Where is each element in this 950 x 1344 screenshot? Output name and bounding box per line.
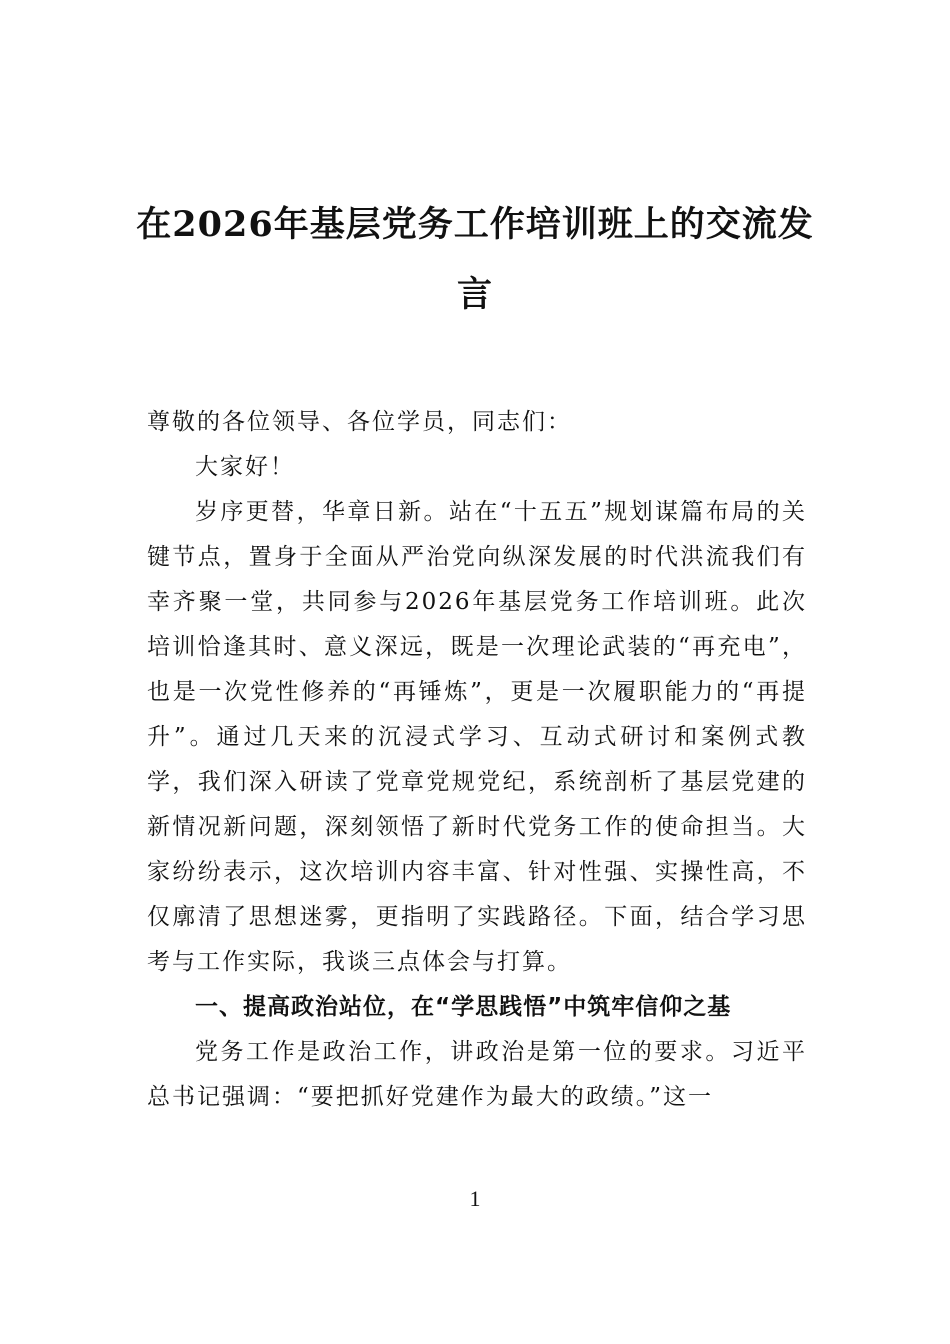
salutation: 尊敬的各位领导、各位学员，同志们： <box>147 409 572 435</box>
document-title: 在2026年基层党务工作培训班上的交流发言 <box>136 204 814 315</box>
greeting: 大家好！ <box>195 454 295 480</box>
section-heading-1: 一、提高政治站位，在“学思践悟”中筑牢信仰之基 <box>195 994 732 1020</box>
document-body <box>147 400 807 1120</box>
paragraph-intro: 岁序更替，华章日新。站在“十五五”规划谋篇布局的关键节点，置身于全面从严治党向纵深发展的时代洪流我们有幸齐聚一堂，共同参与2026年基层党务工作培训班。此次培训恰逢其时、意义深远，既是一次理论武装的“再充电”，也是一次党性修养的“再锤炼”，更是一次履职能力的“再提升”。通过几天来的沉浸式学习、互动式研讨和案例式教学，我们深入研读了党章党规党纪，系统剖析了基层党建的新情况新问题，深刻领悟了新时代党务工作的使命担当。大家纷纷表示，这次培训内容丰富、针对性强、实操性高，不仅廓清了思想迷雾，更指明了实践路径。下面，结合学习思考与工作实际，我谈三点体会与打算。 <box>147 499 807 975</box>
page-number: 1 <box>469 1186 481 1211</box>
paragraph-section-1: 党务工作是政治工作，讲政治是第一位的要求。习近平总书记强调：“要把抓好党建作为最大的政绩。”这一 <box>147 1039 807 1110</box>
